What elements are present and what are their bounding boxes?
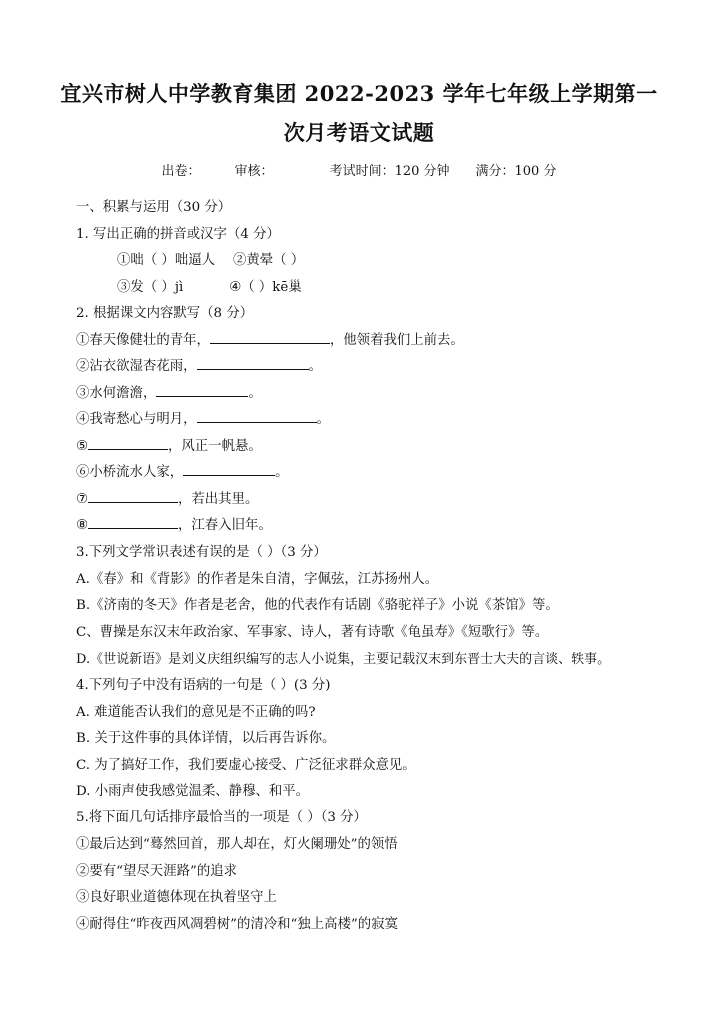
exam-title-line1: 宜兴市树人中学教育集团 2022-2023 学年七年级上学期第一	[60, 81, 658, 106]
q1-item2: ②黄晕（ ）	[233, 253, 305, 268]
q4-option-d: D. 小雨声使我感觉温柔、静穆、和平。	[76, 784, 310, 799]
meta-time: 考试时间：120 分钟	[329, 164, 450, 179]
q1-item4: ④（ ）kē巢	[229, 280, 302, 295]
q4-option-a: A. 难道能否认我们的意见是不正确的吗?	[76, 705, 316, 720]
q5-item2: ②要有“望尽天涯路”的追求	[76, 864, 237, 879]
q2-line1	[76, 329, 464, 348]
q2-line2	[76, 355, 322, 374]
q3-option-a: A.《春》和《背影》的作者是朱自清，字佩弦，江苏扬州人。	[76, 572, 439, 587]
q2-line5	[76, 435, 262, 454]
q2-line2-after: 。	[308, 359, 322, 374]
q2-line6	[76, 461, 289, 480]
answer-blank[interactable]	[88, 490, 178, 503]
meta-author: 出卷：	[161, 164, 201, 179]
q2-line4-before: ④我寄愁心与明月，	[76, 412, 197, 427]
answer-blank[interactable]	[197, 357, 309, 370]
q3-option-d: D.《世说新语》是刘义庆组织编写的志人小说集，主要记载汉末到东晋士大夫的言谈、轶事。	[76, 652, 611, 667]
q2-line7-before: ⑦	[76, 492, 89, 507]
q4-option-c: C. 为了搞好工作，我们要虚心接受、广泛征求群众意见。	[76, 758, 416, 773]
q2-line4-after: 。	[316, 412, 330, 427]
q2-line6-before: ⑥小桥流水人家，	[76, 465, 184, 480]
exam-meta	[0, 160, 718, 179]
section1-heading: 一、积累与运用（30 分）	[76, 200, 232, 215]
q2-line1-before: ①春天像健壮的青年，	[76, 333, 210, 348]
q1-stem: 1. 写出正确的拼音或汉字（4 分）	[76, 227, 280, 242]
q3-stem: 3.下列文学常识表述有误的是（ ）（3 分）	[76, 545, 327, 560]
meta-score: 满分：100 分	[475, 164, 557, 179]
answer-blank[interactable]	[197, 410, 317, 423]
meta-reviewer: 审核：	[234, 164, 274, 179]
q5-item4: ④耐得住“昨夜西风凋碧树”的清冷和“独上高楼”的寂寞	[76, 917, 398, 932]
q2-line1-after: ，他领着我们上前去。	[329, 333, 464, 348]
q4-stem: 4.下列句子中没有语病的一句是（ ）(3 分)	[76, 678, 331, 693]
q4-option-b: B. 关于这件事的具体详情，以后再告诉你。	[76, 731, 336, 746]
q2-stem: 2. 根据课文内容默写（8 分）	[76, 306, 254, 321]
q2-line3	[76, 382, 262, 401]
q2-line8-after: ，江春入旧年。	[178, 518, 272, 533]
q2-line8	[76, 514, 272, 533]
q2-line3-after: 。	[248, 386, 262, 401]
q1-row1	[117, 249, 304, 268]
answer-blank[interactable]	[210, 331, 330, 344]
q5-item1: ①最后达到“蓦然回首，那人却在，灯火阑珊处”的领悟	[76, 837, 398, 852]
q2-line7	[76, 488, 258, 507]
q2-line6-after: 。	[275, 465, 289, 480]
q3-option-c: C、曹操是东汉末年政治家、军事家、诗人，著有诗歌《龟虽寿》《短歌行》等。	[76, 625, 549, 640]
q2-line5-before: ⑤	[76, 439, 89, 454]
answer-blank[interactable]	[156, 384, 248, 397]
q1-row2	[117, 276, 302, 295]
answer-blank[interactable]	[88, 437, 168, 450]
q2-line5-after: ，风正一帆悬。	[168, 439, 262, 454]
q3-option-b: B.《济南的冬天》作者是老舍，他的代表作有话剧《骆驼祥子》小说《茶馆》等。	[76, 598, 559, 613]
exam-title-line2: 次月考语文试题	[283, 120, 435, 145]
q2-line8-before: ⑧	[76, 518, 89, 533]
q2-line4	[76, 408, 330, 427]
q5-item3: ③良好职业道德体现在执着坚守上	[76, 890, 277, 905]
q2-line2-before: ②沾衣欲湿杏花雨，	[76, 359, 197, 374]
answer-blank[interactable]	[88, 516, 178, 529]
q5-stem: 5.将下面几句话排序最恰当的一项是（ ）（3 分）	[76, 810, 367, 825]
answer-blank[interactable]	[183, 463, 275, 476]
q1-item3: ③发（ ）jì	[117, 280, 184, 295]
q1-item1: ①咄（ ）咄逼人	[117, 253, 215, 268]
q2-line7-after: ，若出其里。	[178, 492, 259, 507]
q2-line3-before: ③水何澹澹，	[76, 386, 157, 401]
